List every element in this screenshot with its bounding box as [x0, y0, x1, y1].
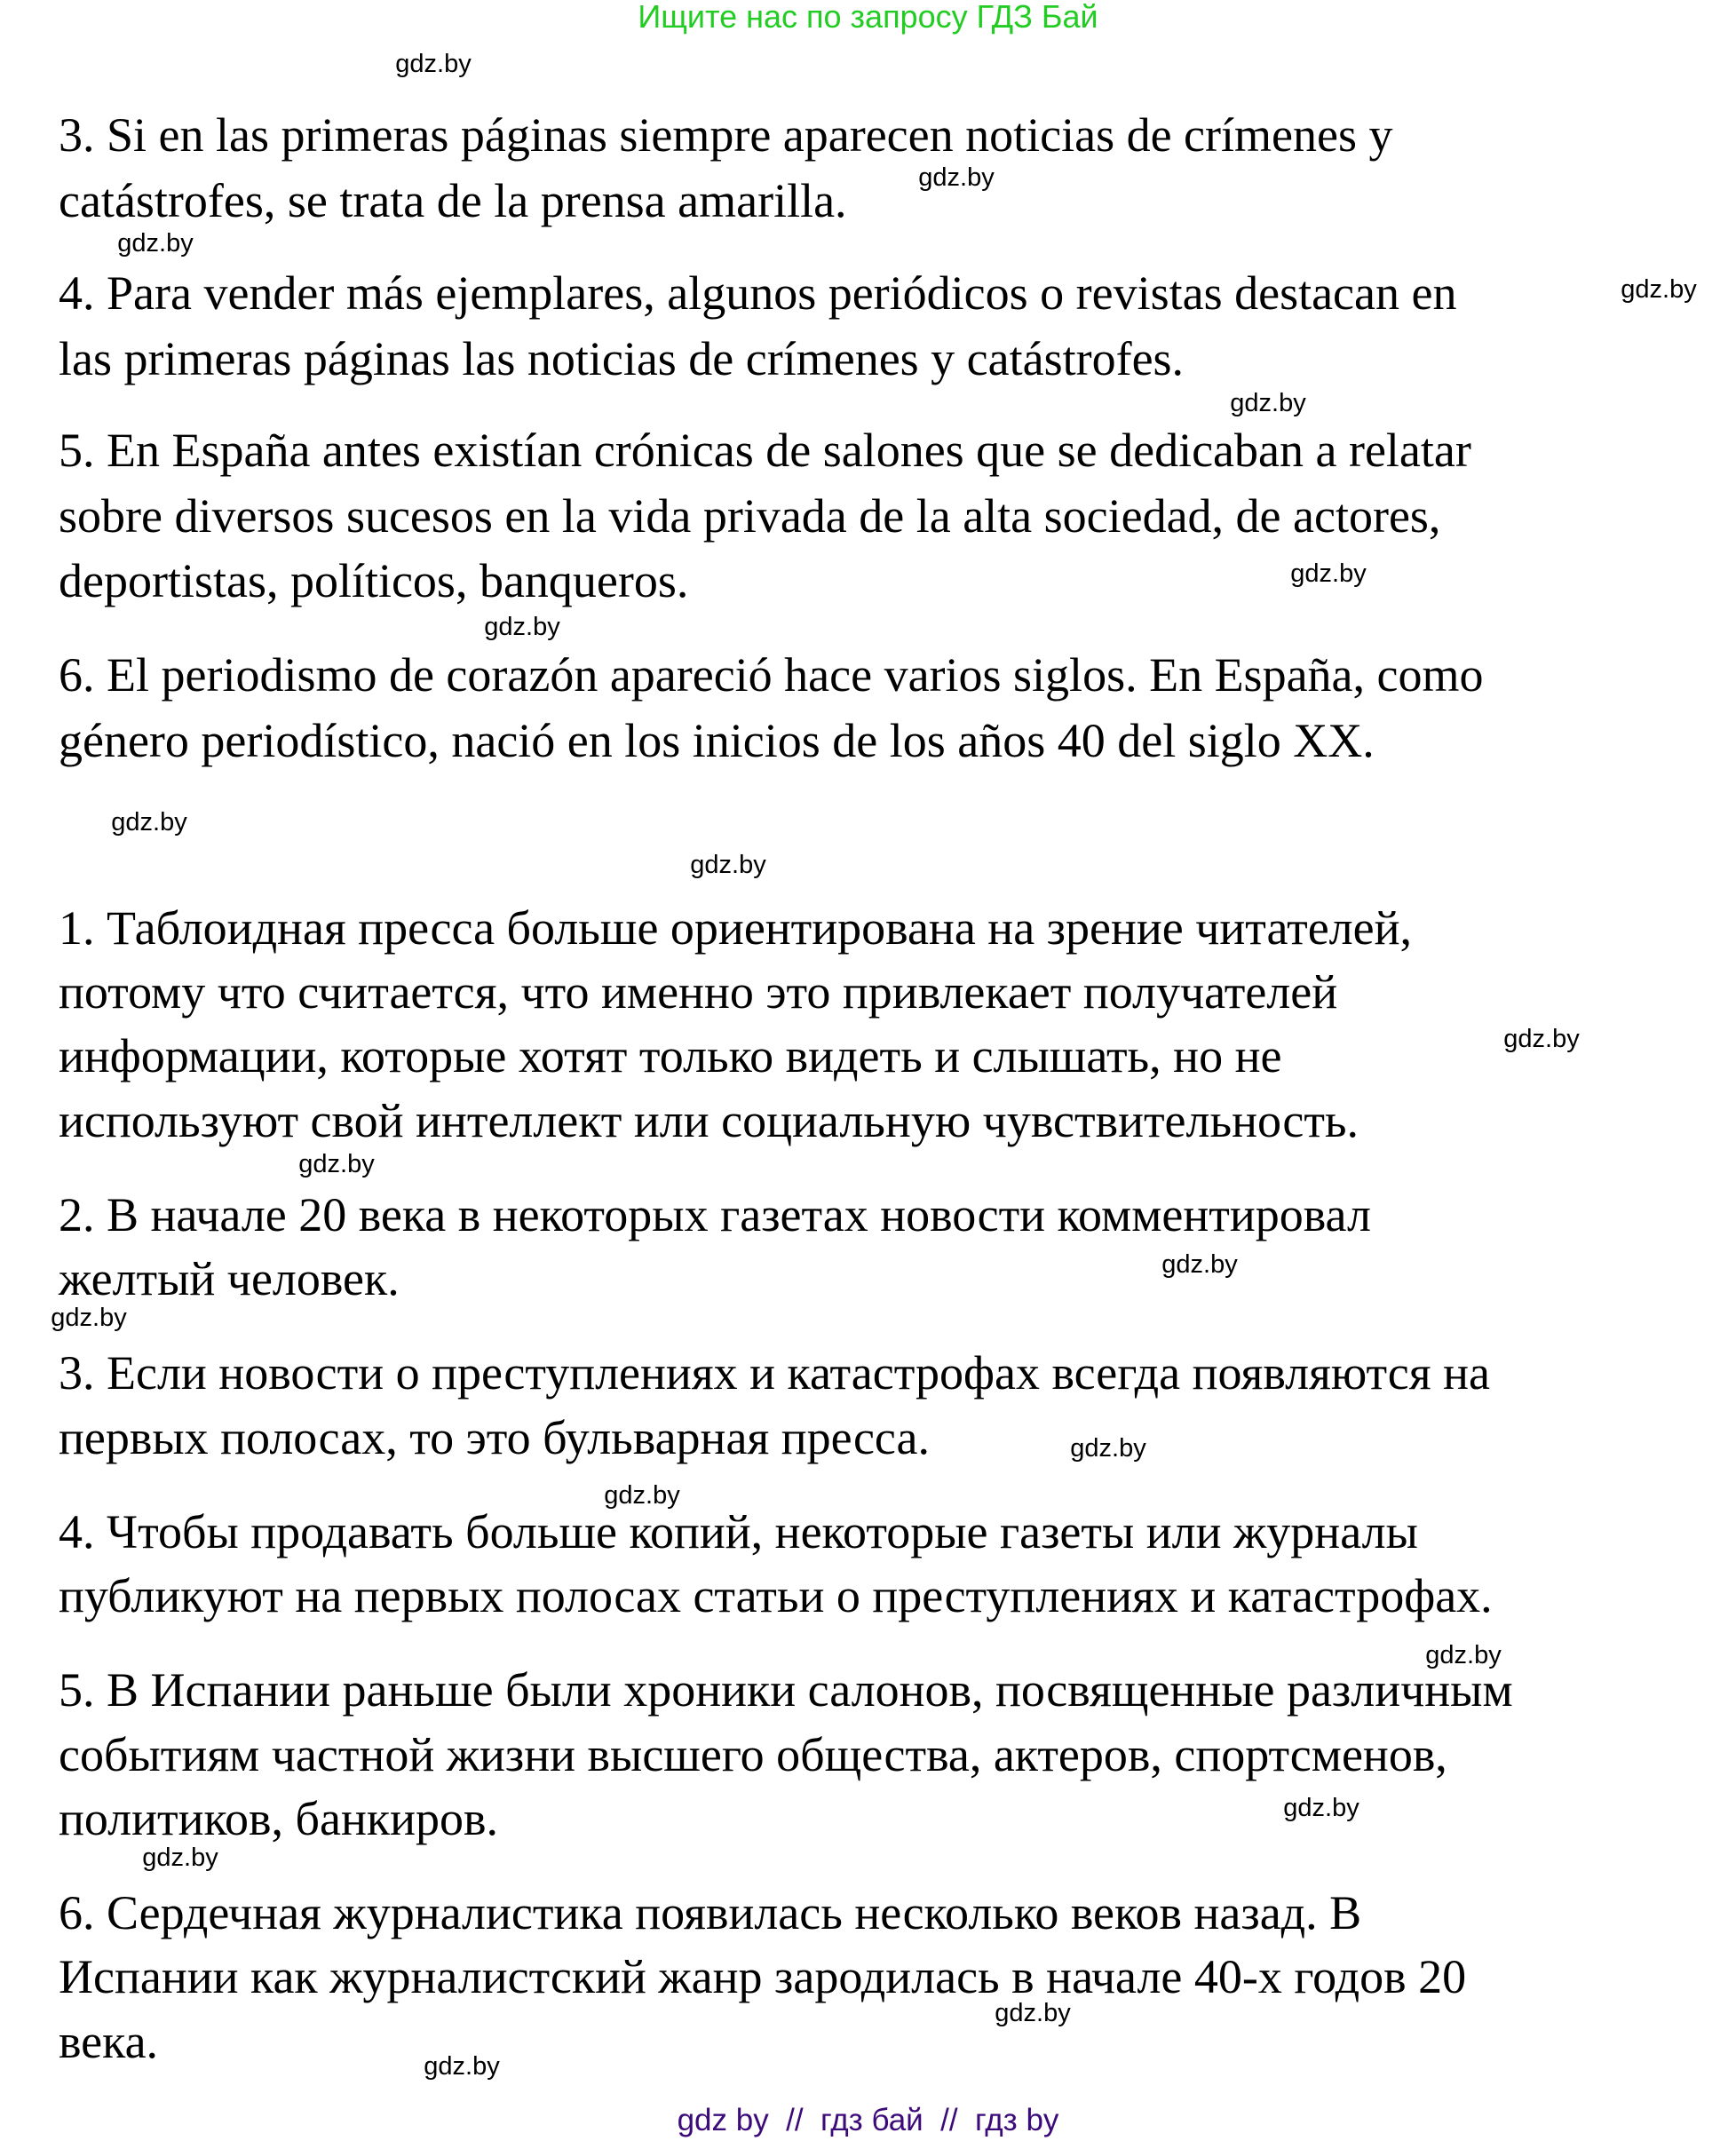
text-line: 4. Чтобы продавать больше копий, некоторые газеты или журналы	[59, 1505, 1418, 1558]
watermark: gdz.by	[995, 1999, 1071, 2027]
footer-links[interactable]: gdz by // гдз бай // гдз by	[677, 2103, 1059, 2137]
text-line: deportistas, políticos, banqueros.	[59, 554, 689, 607]
watermark: gdz.by	[484, 613, 560, 641]
watermark: gdz.by	[1161, 1250, 1238, 1279]
watermark: gdz.by	[298, 1150, 375, 1178]
text-line: информации, которые хотят только видеть и слышать, но не	[59, 1029, 1282, 1082]
text-line: желтый человек.	[59, 1252, 400, 1305]
text-line: 2. В начале 20 века в некоторых газетах новости комментировал	[59, 1188, 1371, 1241]
text-line: 4. Para vender más ejemplares, algunos periódicos o revistas destacan en	[59, 266, 1457, 320]
watermark: gdz.by	[1503, 1025, 1580, 1053]
text-line: 3. Если новости о преступлениях и катастрофах всегда появляются на	[59, 1346, 1490, 1400]
text-line: género periodístico, nació en los inicios de los años 40 del siglo XX.	[59, 714, 1375, 767]
text-line: catástrofes, se trata de la prensa amarilla.	[59, 174, 847, 227]
search-banner[interactable]: Ищите нас по запросу ГДЗ Бай	[638, 0, 1098, 35]
text-line: sobre diversos sucesos en la vida privada de la alta sociedad, de actores,	[59, 489, 1441, 543]
text-line: Испании как журналистский жанр зародилась в начале 40-х годов 20	[59, 1950, 1467, 2003]
text-line: 5. En España antes existían crónicas de salones que se dedicaban a relatar	[59, 424, 1471, 477]
watermark: gdz.by	[111, 808, 187, 837]
watermark: gdz.by	[142, 1844, 218, 1872]
watermark: gdz.by	[1283, 1794, 1359, 1822]
text-line: 5. В Испании раньше были хроники салонов, посвященные различным	[59, 1663, 1513, 1717]
text-line: века.	[59, 2015, 159, 2068]
text-line: событиям частной жизни высшего общества, актеров, спортсменов,	[59, 1728, 1447, 1781]
text-line: las primeras páginas las noticias de crímenes y catástrofes.	[59, 332, 1185, 385]
watermark: gdz.by	[1230, 389, 1306, 417]
watermark: gdz.by	[1290, 559, 1367, 588]
text-line: 3. Si en las primeras páginas siempre aparecen noticias de crímenes y	[59, 108, 1393, 162]
watermark: gdz.by	[51, 1304, 127, 1332]
watermark: gdz.by	[117, 229, 194, 258]
text-line: публикуют на первых полосах статьи о преступлениях и катастрофах.	[59, 1569, 1493, 1622]
text-line: используют свой интеллект или социальную чувствительность.	[59, 1094, 1359, 1147]
text-line: 6. Сердечная журналистика появилась несколько веков назад. В	[59, 1886, 1362, 1939]
watermark: gdz.by	[690, 851, 766, 879]
watermark: gdz.by	[604, 1481, 680, 1510]
watermark: gdz.by	[395, 50, 472, 78]
text-line: первых полосах, то это бульварная пресса.	[59, 1411, 931, 1464]
watermark: gdz.by	[918, 163, 995, 192]
watermark: gdz.by	[1425, 1641, 1502, 1669]
text-line: 6. El periodismo de corazón apareció hace varios siglos. En España, como	[59, 648, 1484, 702]
text-line: 1. Таблоидная пресса больше ориентирована на зрение читателей,	[59, 901, 1412, 955]
watermark: gdz.by	[1070, 1434, 1146, 1463]
text-line: политиков, банкиров.	[59, 1792, 498, 1845]
text-line: потому что считается, что именно это привлекает получателей	[59, 965, 1338, 1019]
watermark: gdz.by	[1621, 275, 1697, 304]
watermark: gdz.by	[424, 2052, 500, 2081]
